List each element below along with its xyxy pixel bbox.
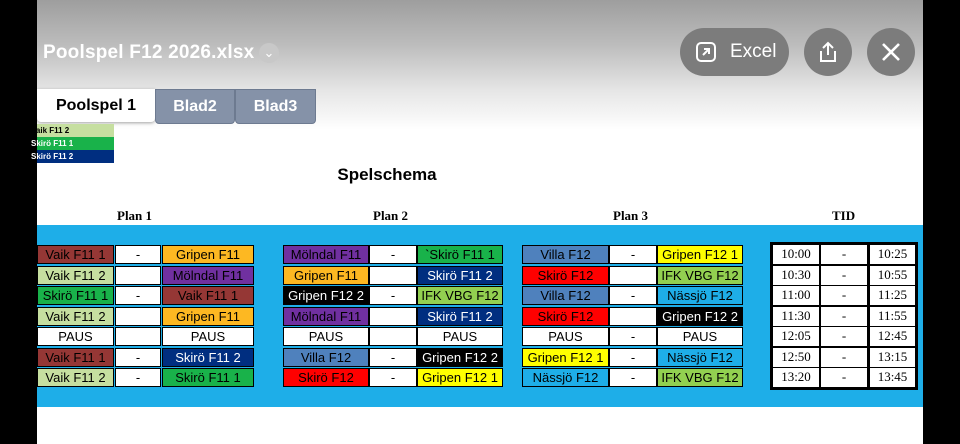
plan2-home-team-cell[interactable]: Villa F12	[283, 348, 369, 367]
close-button[interactable]	[867, 28, 915, 76]
plan1-away-team-cell[interactable]: Mölndal F11	[162, 266, 254, 285]
plan1-separator-cell[interactable]: -	[115, 348, 161, 367]
open-in-app-icon	[695, 41, 717, 68]
excel-label: Excel	[730, 41, 777, 62]
tab-blad2[interactable]: Blad2	[155, 89, 235, 124]
plan1-separator-cell[interactable]	[115, 266, 161, 285]
tid-end-cell[interactable]: 13:15	[870, 348, 915, 367]
tid-end-cell[interactable]: 11:55	[870, 307, 915, 326]
tid-sep-cell[interactable]: -	[821, 327, 867, 346]
tid-end-cell[interactable]: 12:45	[870, 327, 915, 346]
plan3-home-team-cell[interactable]: Gripen F12 1	[522, 348, 609, 367]
tid-sep-cell[interactable]: -	[821, 348, 867, 367]
plan2-away-team-cell[interactable]: Skirö F11 2	[417, 266, 503, 285]
tid-start-cell[interactable]: 11:00	[773, 286, 819, 305]
plan2-away-team-cell[interactable]: IFK VBG F12	[417, 286, 503, 305]
plan2-heading: Plan 2	[373, 208, 409, 223]
plan3-away-team-cell[interactable]: IFK VBG F12	[657, 368, 743, 387]
plan1-away-team-cell[interactable]: Skirö F11 1	[162, 368, 254, 387]
plan1-home-team-cell[interactable]: Vaik F11 1	[37, 348, 114, 367]
plan1-away-team-cell[interactable]: Skirö F11 2	[162, 348, 254, 367]
plan1-away-team-cell[interactable]: PAUS	[162, 327, 254, 346]
legend-item	[31, 124, 114, 137]
tid-end-cell[interactable]: 10:55	[870, 266, 915, 285]
plan2-separator-cell[interactable]	[369, 327, 417, 346]
plan2-away-team-cell[interactable]: Gripen F12 1	[417, 368, 503, 387]
plan3-separator-cell[interactable]	[609, 266, 657, 285]
plan3-heading: Plan 3	[613, 208, 649, 223]
share-button[interactable]	[804, 28, 852, 76]
plan1-home-team-cell[interactable]: PAUS	[37, 327, 114, 346]
plan1-separator-cell[interactable]: -	[115, 368, 161, 387]
tid-start-cell[interactable]: 11:30	[773, 307, 819, 326]
plan1-home-team-cell[interactable]: Skirö F11 1	[37, 286, 114, 305]
plan2-home-team-cell[interactable]: Gripen F12 2	[283, 286, 369, 305]
plan2-away-team-cell[interactable]: PAUS	[417, 327, 503, 346]
tid-start-cell[interactable]: 12:05	[773, 327, 819, 346]
plan2-separator-cell[interactable]: -	[369, 286, 417, 305]
plan3-separator-cell[interactable]: -	[609, 368, 657, 387]
plan1-away-team-cell[interactable]: Vaik F11 1	[162, 286, 254, 305]
plan3-away-team-cell[interactable]: IFK VBG F12	[657, 266, 743, 285]
tid-end-cell[interactable]: 11:25	[870, 286, 915, 305]
plan2-separator-cell[interactable]	[369, 307, 417, 326]
plan2-home-team-cell[interactable]: Mölndal F11	[283, 307, 369, 326]
tid-start-cell[interactable]: 10:00	[773, 245, 819, 264]
tab-blad3[interactable]: Blad3	[235, 89, 316, 124]
share-icon	[816, 40, 840, 64]
chevron-down-icon[interactable]: ⌄	[259, 43, 279, 63]
plan3-separator-cell[interactable]	[609, 307, 657, 326]
open-in-excel-button[interactable]	[680, 28, 789, 76]
plan2-separator-cell[interactable]	[369, 266, 417, 285]
plan3-separator-cell[interactable]: -	[609, 286, 657, 305]
plan2-home-team-cell[interactable]: Skirö F12	[283, 368, 369, 387]
plan3-away-team-cell[interactable]: Nässjö F12	[657, 348, 743, 367]
plan3-home-team-cell[interactable]: PAUS	[522, 327, 609, 346]
plan1-separator-cell[interactable]	[115, 307, 161, 326]
legend-item	[31, 150, 114, 163]
schedule-heading: Spelschema	[337, 165, 437, 184]
plan2-away-team-cell[interactable]: `Skirö F11 1	[417, 245, 503, 264]
tid-sep-cell[interactable]: -	[821, 286, 867, 305]
legend-label: Skirö F11 1	[31, 139, 74, 148]
tid-end-cell[interactable]: 10:25	[870, 245, 915, 264]
plan2-away-team-cell[interactable]: Gripen F12 2	[417, 348, 503, 367]
plan3-separator-cell[interactable]: -	[609, 245, 657, 264]
plan2-separator-cell[interactable]: -	[369, 368, 417, 387]
plan3-home-team-cell[interactable]: Villa F12	[522, 286, 609, 305]
plan1-home-team-cell[interactable]: Vaik F11 1	[37, 245, 114, 264]
plan3-home-team-cell[interactable]: Skirö F12	[522, 307, 609, 326]
legend-item	[31, 137, 114, 150]
tab-poolspel-1[interactable]: Poolspel 1	[37, 89, 155, 122]
tid-sep-cell[interactable]: -	[821, 307, 867, 326]
file-title[interactable]: Poolspel F12 2026.xlsx	[43, 42, 255, 63]
plan3-home-team-cell[interactable]: Villa F12	[522, 245, 609, 264]
legend-label: Vaik F11 2	[31, 126, 70, 135]
plan3-away-team-cell[interactable]: Gripen F12 2	[657, 307, 743, 326]
plan1-home-team-cell[interactable]: Vaik F11 2	[37, 368, 114, 387]
tid-start-cell[interactable]: 10:30	[773, 266, 819, 285]
plan1-separator-cell[interactable]: -	[115, 286, 161, 305]
tid-sep-cell[interactable]: -	[821, 266, 867, 285]
plan1-separator-cell[interactable]	[115, 327, 161, 346]
plan3-home-team-cell[interactable]: Skirö F12	[522, 266, 609, 285]
plan2-home-team-cell[interactable]: Gripen F11	[283, 266, 369, 285]
plan2-separator-cell[interactable]: -	[369, 245, 417, 264]
plan1-heading: Plan 1	[117, 208, 153, 223]
tid-start-cell[interactable]: 12:50	[773, 348, 819, 367]
plan2-away-team-cell[interactable]: Skirö F11 2	[417, 307, 503, 326]
plan3-away-team-cell[interactable]: Nässjö F12	[657, 286, 743, 305]
plan1-away-team-cell[interactable]: Gripen F11	[162, 245, 254, 264]
tid-end-cell[interactable]: 13:45	[870, 368, 915, 387]
sheet-viewer[interactable]	[31, 0, 923, 444]
plan3-separator-cell[interactable]: -	[609, 348, 657, 367]
plan3-away-team-cell[interactable]: PAUS	[657, 327, 743, 346]
legend-label: Skirö F11 2	[31, 152, 74, 161]
plan1-home-team-cell[interactable]: Vaik F11 2	[37, 266, 114, 285]
tid-sep-cell[interactable]: -	[821, 368, 867, 387]
plan3-separator-cell[interactable]: -	[609, 327, 657, 346]
plan2-home-team-cell[interactable]: PAUS	[283, 327, 369, 346]
tid-start-cell[interactable]: 13:20	[773, 368, 819, 387]
close-icon	[879, 40, 903, 64]
plan1-home-team-cell[interactable]: Vaik F11 2	[37, 307, 114, 326]
plan1-away-team-cell[interactable]: Gripen F11	[162, 307, 254, 326]
plan1-separator-cell[interactable]: -	[115, 245, 161, 264]
plan3-away-team-cell[interactable]: Gripen F12 1	[657, 245, 743, 264]
tid-sep-cell[interactable]: -	[821, 245, 867, 264]
plan3-home-team-cell[interactable]: Nässjö F12	[522, 368, 609, 387]
plan2-separator-cell[interactable]: -	[369, 348, 417, 367]
plan2-home-team-cell[interactable]: Mölndal F11	[283, 245, 369, 264]
tid-heading: TID	[832, 208, 856, 223]
